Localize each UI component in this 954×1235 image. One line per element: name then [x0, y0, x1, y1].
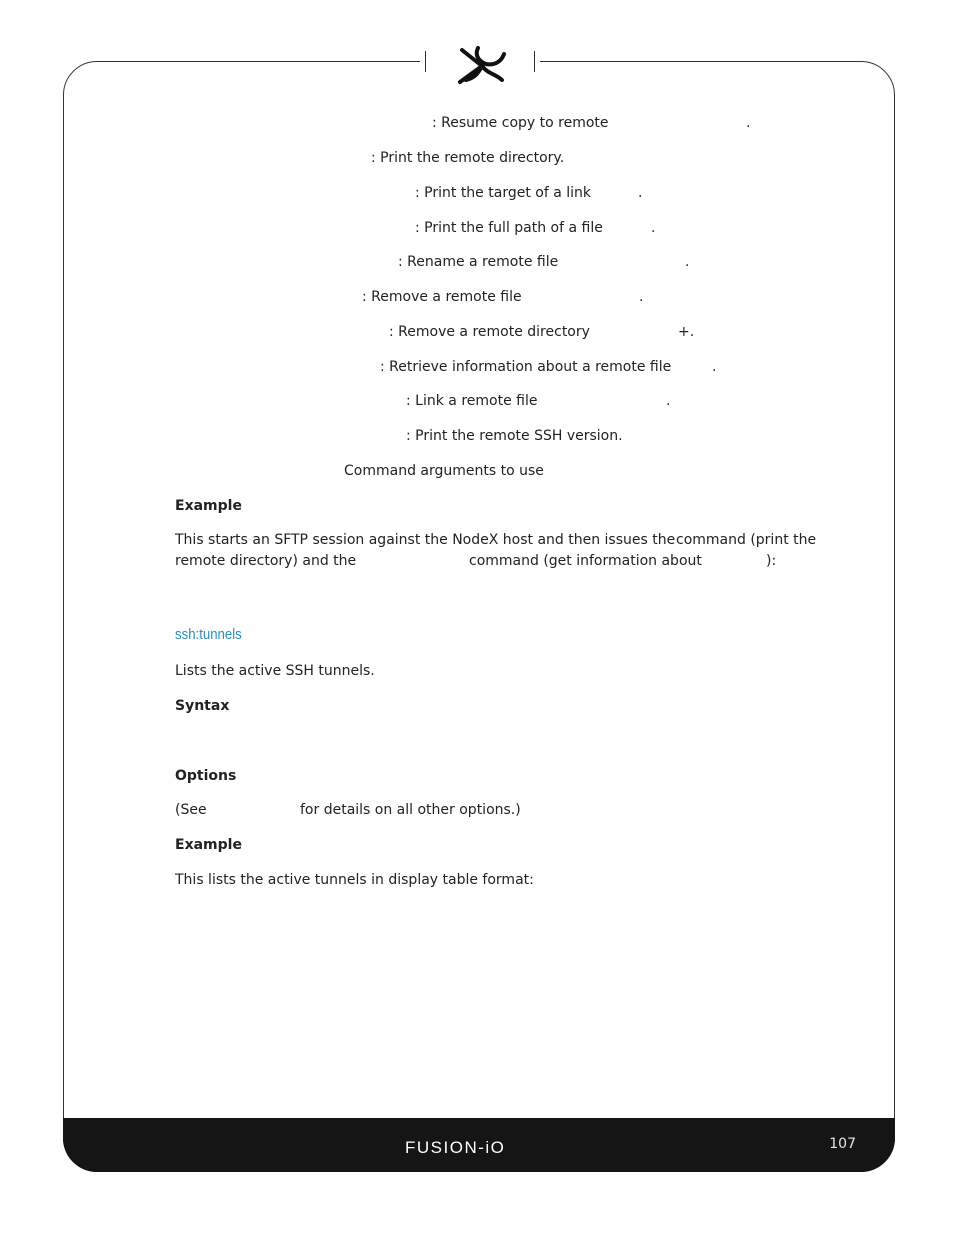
- remote-command-item-suffix: .: [639, 289, 644, 305]
- example-heading: Example: [175, 837, 242, 853]
- remote-command-item: : Rename a remote file: [398, 254, 559, 270]
- remote-command-item: : Remove a remote file: [362, 289, 522, 305]
- command-arguments-description: Command arguments to use: [344, 463, 544, 479]
- section-title-ssh-tunnels: ssh:tunnels: [175, 626, 242, 643]
- example-heading: Example: [175, 498, 242, 514]
- remote-command-item: : Retrieve information about a remote file: [380, 359, 672, 375]
- fusion-io-wordmark-logo: [405, 1137, 555, 1157]
- border-tick-right: [534, 51, 535, 72]
- remote-command-item-suffix: +.: [678, 324, 695, 340]
- remote-command-item-suffix: .: [651, 220, 656, 236]
- remote-command-item: : Print the full path of a file: [415, 220, 603, 236]
- example-paragraph-line2-end: ):: [766, 553, 777, 569]
- see-reference-end: for details on all other options.): [300, 802, 521, 818]
- options-heading: Options: [175, 768, 237, 784]
- example-paragraph-line2-mid: command (get information about: [469, 553, 702, 569]
- example-paragraph-line2: remote directory) and the: [175, 553, 357, 569]
- example-description: This lists the active tunnels in display table format:: [175, 872, 534, 888]
- remote-command-item-suffix: .: [638, 185, 643, 201]
- remote-command-item: : Resume copy to remote: [432, 115, 609, 131]
- remote-command-item-suffix: .: [712, 359, 717, 375]
- section-intro: Lists the active SSH tunnels.: [175, 663, 375, 679]
- example-paragraph-line1-end: command (print the: [676, 532, 817, 548]
- remote-command-item: : Print the remote SSH version.: [406, 428, 623, 444]
- fusion-io-star-logo: [452, 44, 508, 86]
- remote-command-item: : Print the target of a link: [415, 185, 591, 201]
- page-number: 107: [829, 1136, 856, 1152]
- remote-command-item-suffix: .: [685, 254, 690, 270]
- see-reference-start: (See: [175, 802, 207, 818]
- remote-command-item-suffix: .: [746, 115, 751, 131]
- remote-command-item: : Link a remote file: [406, 393, 538, 409]
- remote-command-item: : Print the remote directory.: [371, 150, 565, 166]
- remote-command-item-suffix: .: [666, 393, 671, 409]
- remote-command-item: : Remove a remote directory: [389, 324, 590, 340]
- syntax-heading: Syntax: [175, 698, 230, 714]
- example-paragraph-line1: This starts an SFTP session against the NodeX host and then issues the: [175, 532, 676, 548]
- border-tick-left: [425, 51, 426, 72]
- svg-text:FUSION-iO: FUSION-iO: [405, 1138, 506, 1157]
